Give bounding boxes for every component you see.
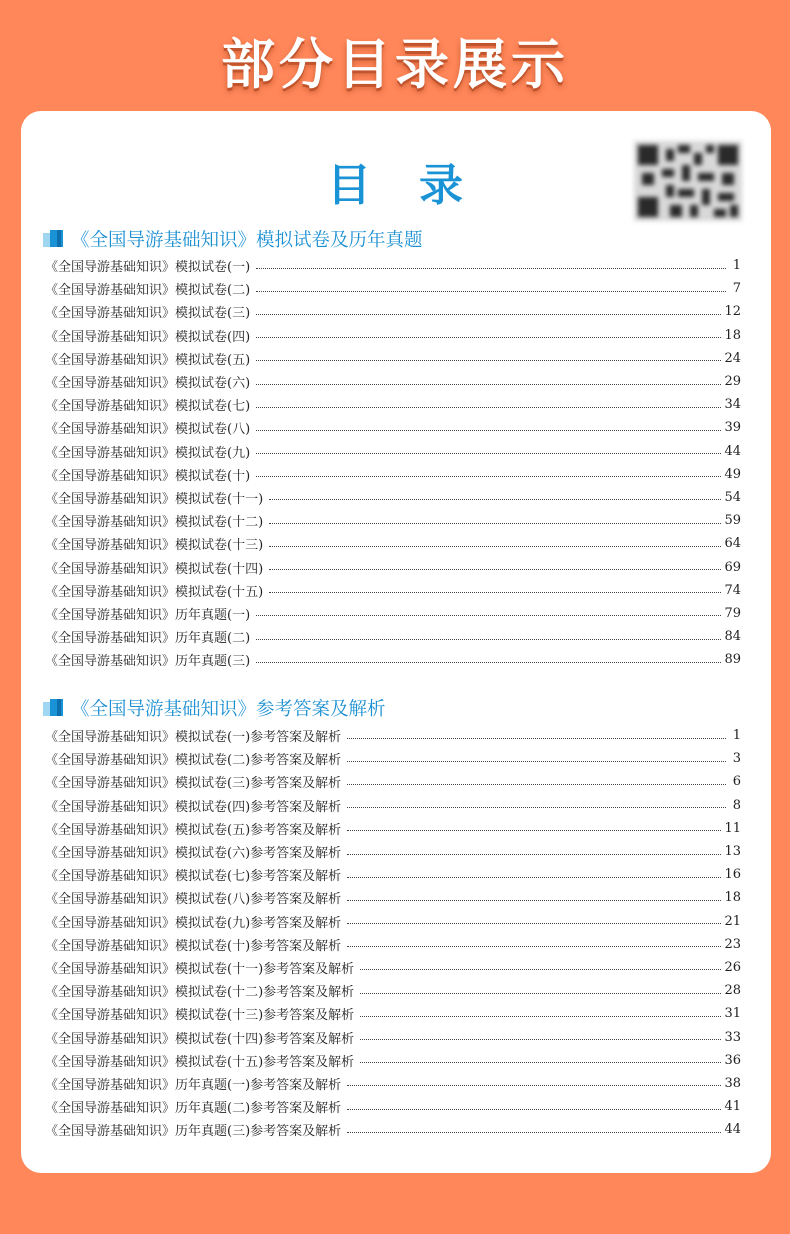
section-heading-2 <box>43 694 386 722</box>
qr-code-icon <box>634 141 742 221</box>
toc-entry <box>45 1025 741 1048</box>
dot-leader <box>256 475 721 477</box>
toc-entry-title: 《全国导游基础知识》模拟试卷(八)参考答案及解析 <box>45 892 342 908</box>
toc-entry-page: 59 <box>724 513 741 529</box>
dot-leader <box>256 638 721 640</box>
toc-entry-title: 《全国导游基础知识》模拟试卷(十) <box>45 468 251 484</box>
toc-entry-page: 23 <box>724 936 741 952</box>
toc-entry-title: 《全国导游基础知识》模拟试卷(九) <box>45 445 251 461</box>
toc-entry <box>45 1002 741 1025</box>
toc-entry-page: 1 <box>732 258 741 274</box>
section-heading-1 <box>43 225 423 253</box>
toc-entry <box>45 324 741 347</box>
toc-entry-page: 7 <box>732 281 741 297</box>
dot-leader <box>347 876 721 878</box>
toc-entry-page: 38 <box>724 1075 741 1091</box>
bookmark-icon <box>43 229 69 249</box>
toc-entry-page: 3 <box>732 751 741 767</box>
toc-entry-title: 《全国导游基础知识》模拟试卷(五) <box>45 352 251 368</box>
toc-entry-title: 《全国导游基础知识》模拟试卷(四) <box>45 329 251 345</box>
toc-entry <box>45 1049 741 1072</box>
dot-leader <box>256 452 721 454</box>
toc-entry-page: 8 <box>732 797 741 813</box>
dot-leader <box>347 806 726 808</box>
banner-title: 部分目录展示 <box>221 33 569 96</box>
toc-entry-title: 《全国导游基础知识》模拟试卷(四)参考答案及解析 <box>45 799 342 815</box>
toc-entry-page: 21 <box>724 913 741 929</box>
dot-leader <box>347 760 726 762</box>
toc-entry-page: 44 <box>724 443 741 459</box>
toc-entry-page: 74 <box>724 582 741 598</box>
dot-leader <box>347 829 721 831</box>
toc-entry-title: 《全国导游基础知识》历年真题(三)参考答案及解析 <box>45 1124 342 1140</box>
toc-entry <box>45 840 741 863</box>
toc-entry-title: 《全国导游基础知识》模拟试卷(十四)参考答案及解析 <box>45 1031 355 1047</box>
dot-leader <box>256 383 721 385</box>
toc-entry-title: 《全国导游基础知识》历年真题(一)参考答案及解析 <box>45 1077 342 1093</box>
toc-entry-page: 79 <box>724 605 741 621</box>
toc-entry <box>45 277 741 300</box>
toc-entry-page: 44 <box>724 1122 741 1138</box>
toc-entry <box>45 555 741 578</box>
toc-entry-title: 《全国导游基础知识》模拟试卷(二)参考答案及解析 <box>45 753 342 769</box>
dot-leader <box>269 498 721 500</box>
toc-entry-page: 31 <box>724 1006 741 1022</box>
toc-entry <box>45 886 741 909</box>
toc-entry-page: 16 <box>724 867 741 883</box>
toc-entry-title: 《全国导游基础知识》模拟试卷(十二) <box>45 515 264 531</box>
toc-entry <box>45 393 741 416</box>
toc-entry-title: 《全国导游基础知识》模拟试卷(十五)参考答案及解析 <box>45 1054 355 1070</box>
section-heading-text: 《全国导游基础知识》参考答案及解析 <box>71 699 386 720</box>
toc-title: 目 录 <box>327 160 465 211</box>
toc-entry-title: 《全国导游基础知识》模拟试卷(十一) <box>45 491 264 507</box>
toc-entry-title: 《全国导游基础知识》模拟试卷(七)参考答案及解析 <box>45 869 342 885</box>
toc-entry-title: 《全国导游基础知识》模拟试卷(二) <box>45 283 251 299</box>
toc-entry-page: 49 <box>724 466 741 482</box>
toc-entry-page: 6 <box>732 774 741 790</box>
toc-entry-title: 《全国导游基础知识》模拟试卷(六)参考答案及解析 <box>45 846 342 862</box>
toc-entry-title: 《全国导游基础知识》模拟试卷(十五) <box>45 584 264 600</box>
dot-leader <box>360 1015 721 1017</box>
dot-leader <box>347 899 721 901</box>
dot-leader <box>256 336 721 338</box>
toc-entry-page: 54 <box>724 489 741 505</box>
toc-entry-title: 《全国导游基础知识》模拟试卷(一) <box>45 260 251 276</box>
toc-entry <box>45 979 741 1002</box>
toc-card <box>21 111 771 1173</box>
toc-entry-title: 《全国导游基础知识》历年真题(二)参考答案及解析 <box>45 1101 342 1117</box>
toc-entry-page: 41 <box>724 1099 741 1115</box>
toc-entry-title: 《全国导游基础知识》模拟试卷(十二)参考答案及解析 <box>45 985 355 1001</box>
toc-list-exams <box>45 254 741 671</box>
toc-entry <box>45 509 741 532</box>
toc-entry-title: 《全国导游基础知识》历年真题(三) <box>45 654 251 670</box>
toc-entry <box>45 1118 741 1141</box>
toc-entry-page: 33 <box>724 1029 741 1045</box>
dot-leader <box>256 429 721 431</box>
toc-entry-page: 84 <box>724 629 741 645</box>
dot-leader <box>347 783 726 785</box>
toc-entry <box>45 1072 741 1095</box>
toc-entry-title: 《全国导游基础知识》模拟试卷(三)参考答案及解析 <box>45 776 342 792</box>
toc-entry <box>45 648 741 671</box>
toc-entry-title: 《全国导游基础知识》模拟试卷(十四) <box>45 561 264 577</box>
dot-leader <box>269 568 721 570</box>
toc-entry-title: 《全国导游基础知识》模拟试卷(三) <box>45 306 251 322</box>
toc-entry-title: 《全国导游基础知识》模拟试卷(八) <box>45 422 251 438</box>
toc-entry-page: 69 <box>724 559 741 575</box>
toc-entry-title: 《全国导游基础知识》模拟试卷(六) <box>45 376 251 392</box>
dot-leader <box>347 1131 721 1133</box>
bookmark-icon <box>43 698 69 718</box>
toc-entry <box>45 440 741 463</box>
toc-entry <box>45 254 741 277</box>
toc-entry-title: 《全国导游基础知识》模拟试卷(五)参考答案及解析 <box>45 822 342 838</box>
toc-entry-title: 《全国导游基础知识》模拟试卷(十三)参考答案及解析 <box>45 1008 355 1024</box>
dot-leader <box>256 614 721 616</box>
toc-entry <box>45 910 741 933</box>
toc-entry <box>45 933 741 956</box>
toc-entry <box>45 463 741 486</box>
toc-entry <box>45 602 741 625</box>
dot-leader <box>256 290 726 292</box>
toc-entry-page: 13 <box>724 844 741 860</box>
toc-entry <box>45 863 741 886</box>
toc-entry <box>45 817 741 840</box>
toc-entry <box>45 770 741 793</box>
toc-entry-page: 18 <box>724 327 741 343</box>
dot-leader <box>256 267 726 269</box>
toc-entry-title: 《全国导游基础知识》模拟试卷(十三) <box>45 538 264 554</box>
dot-leader <box>347 1108 721 1110</box>
toc-entry-title: 《全国导游基础知识》历年真题(二) <box>45 631 251 647</box>
toc-entry <box>45 747 741 770</box>
toc-entry-page: 28 <box>724 983 741 999</box>
dot-leader <box>347 737 726 739</box>
toc-entry <box>45 416 741 439</box>
dot-leader <box>360 1038 721 1040</box>
dot-leader <box>360 968 721 970</box>
dot-leader <box>269 591 721 593</box>
toc-entry-page: 24 <box>724 350 741 366</box>
toc-entry-page: 26 <box>724 959 741 975</box>
toc-entry <box>45 532 741 555</box>
toc-entry <box>45 625 741 648</box>
dot-leader <box>360 992 721 994</box>
toc-entry <box>45 370 741 393</box>
toc-entry <box>45 724 741 747</box>
dot-leader <box>256 406 721 408</box>
toc-entry-page: 11 <box>724 820 741 836</box>
toc-list-answers <box>45 724 741 1141</box>
section-heading-text: 《全国导游基础知识》模拟试卷及历年真题 <box>71 230 423 251</box>
toc-entry-page: 18 <box>724 890 741 906</box>
toc-entry-page: 29 <box>724 374 741 390</box>
toc-entry-title: 《全国导游基础知识》模拟试卷(九)参考答案及解析 <box>45 915 342 931</box>
toc-entry <box>45 1095 741 1118</box>
toc-entry-page: 89 <box>724 652 741 668</box>
dot-leader <box>269 522 721 524</box>
toc-entry-page: 1 <box>732 728 741 744</box>
dot-leader <box>347 945 721 947</box>
toc-entry-title: 《全国导游基础知识》模拟试卷(十一)参考答案及解析 <box>45 961 355 977</box>
dot-leader <box>269 545 721 547</box>
toc-entry-page: 12 <box>724 304 741 320</box>
toc-entry <box>45 300 741 323</box>
dot-leader <box>347 1084 721 1086</box>
toc-entry-title: 《全国导游基础知识》历年真题(一) <box>45 607 251 623</box>
toc-entry <box>45 486 741 509</box>
toc-entry <box>45 347 741 370</box>
dot-leader <box>347 922 721 924</box>
toc-entry-page: 64 <box>724 536 741 552</box>
toc-entry-page: 39 <box>724 420 741 436</box>
dot-leader <box>256 661 721 663</box>
toc-entry-title: 《全国导游基础知识》模拟试卷(一)参考答案及解析 <box>45 730 342 746</box>
toc-entry-page: 36 <box>724 1052 741 1068</box>
dot-leader <box>360 1061 721 1063</box>
toc-entry <box>45 579 741 602</box>
toc-entry-title: 《全国导游基础知识》模拟试卷(七) <box>45 399 251 415</box>
toc-entry <box>45 794 741 817</box>
toc-entry <box>45 956 741 979</box>
toc-entry-title: 《全国导游基础知识》模拟试卷(十)参考答案及解析 <box>45 938 342 954</box>
dot-leader <box>256 313 721 315</box>
dot-leader <box>347 853 721 855</box>
dot-leader <box>256 359 721 361</box>
toc-entry-page: 34 <box>724 397 741 413</box>
